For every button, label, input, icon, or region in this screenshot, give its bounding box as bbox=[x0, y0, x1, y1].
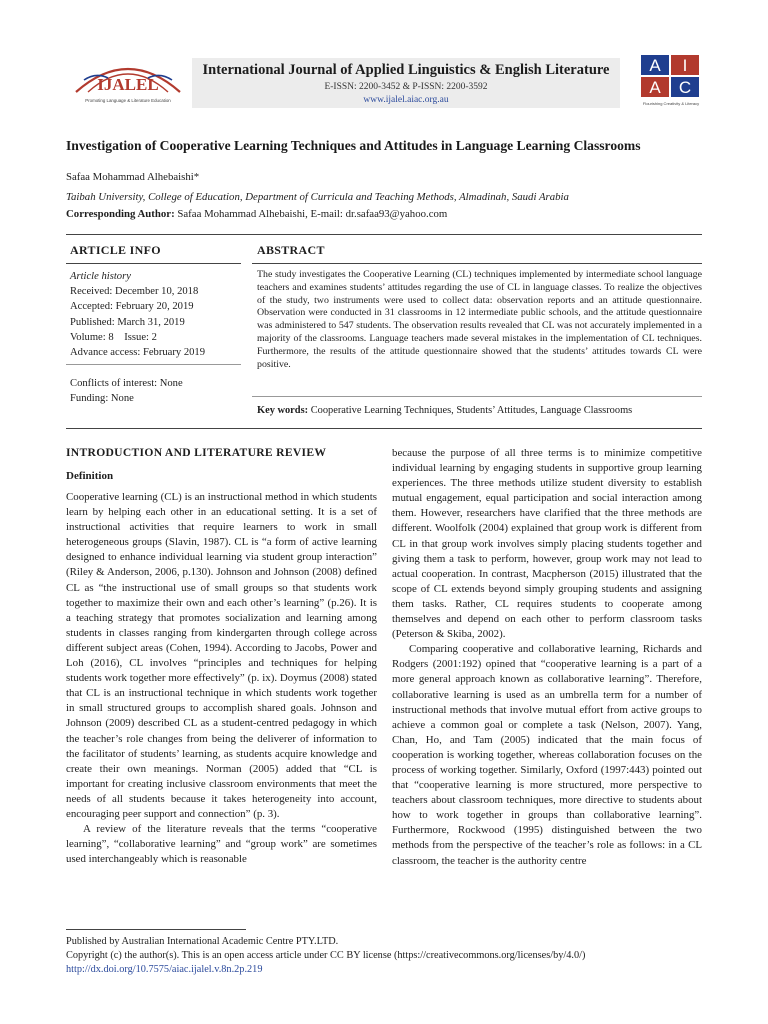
article-history-label: Article history bbox=[70, 271, 131, 282]
top-divider bbox=[66, 234, 702, 235]
keywords-label: Key words: bbox=[257, 405, 309, 416]
paragraph: A review of the literature reveals that the terms “cooperative learning”, “collaborative learning” and “group work” are sometimes used interchangeably which is reasonable bbox=[66, 823, 377, 866]
article-history bbox=[70, 269, 240, 360]
journal-issn: E-ISSN: 2200-3452 & P-ISSN: 2200-3592 bbox=[324, 82, 488, 92]
author-name: Safaa Mohammad Alhebaishi* bbox=[66, 171, 200, 183]
keywords-list: Cooperative Learning Techniques, Students’ Attitudes, Language Classrooms bbox=[308, 405, 633, 416]
volume-issue: Volume: 8 Issue: 2 bbox=[70, 331, 157, 343]
abstract-rule bbox=[252, 263, 702, 264]
abstract-keywords-rule bbox=[252, 396, 702, 397]
article-info-mid-rule bbox=[66, 364, 241, 365]
aiac-letter-4: C bbox=[678, 78, 692, 97]
advance-access: Advance access: February 2019 bbox=[70, 347, 206, 359]
aiac-letter-3: A bbox=[649, 78, 661, 97]
journal-header bbox=[66, 52, 702, 110]
aiac-letter-2: I bbox=[682, 56, 688, 75]
section-heading: INTRODUCTION AND LITERATURE REVIEW bbox=[66, 446, 327, 459]
copyright-line: Copyright (c) the author(s). This is an open access article under CC BY license (https://creativecommons.org/licenses/by/4.0/) bbox=[66, 950, 586, 962]
aiac-logo-tagline: Flourishing Creativity & Literacy bbox=[642, 101, 700, 106]
paragraph: Cooperative learning (CL) is an instructional method in which students learn by helping each other in an educational setting. It is a set of instructional activities that require learners to work in small heterogeneous groups (Slavin, 1987). CL is “a form of active learning designed to enhance individual learning via student group interaction” (Riley & Anderson, 2006, p.130). Johnson and Johnson (2008) defined CL as “the instructional use of small groups so that students work together to maximize their own and each other’s learning” (p.26). It is a teaching strategy that promotes socialization and learning among students in classes ranging from kindergarten through college across different subject areas (Cohen, 1994). According to Jacobs, Power and Loh (2016), CL involves “principles and techniques for helping students work together more effectively” (p. ix). Doymus (2008) stated that CL is an instructional technique in which students work together in small structured groups to accomplish shared goals. Johnson and Johnson (2009) described CL as a student-centred pedagogy in which the teacher’s role changes from being the deliverer of information to the facilitator of students’ learning, as students acquire knowledge and create their own meanings. Norman (2005) added that “CL is important for creating inclusive classroom environments that meet the needs of all students because it takes heterogeneity into account, encouraging peer support and connection” (p. 3). bbox=[66, 491, 377, 820]
publisher-line: Published by Australian International Academic Centre PTY.LTD. bbox=[66, 936, 339, 947]
conflicts-funding bbox=[70, 376, 240, 406]
doi-link[interactable]: http://dx.doi.org/10.7575/aiac.ijalel.v.8n.2p.219 bbox=[66, 964, 263, 976]
conflicts-of-interest: Conflicts of interest: None bbox=[70, 378, 183, 389]
page-footer bbox=[66, 935, 706, 978]
abstract-text: The study investigates the Cooperative Learning (CL) techniques implemented by intermediate school language teachers and examines students’ attitudes regarding the use of CL in language classes. To realize the objectives of the study, two instruments were used to collect data: observation reports and an attitude questionnaire. Observation were conducted in 31 classrooms in 12 intermediate public schools, and the attitude questionnaire was administered to 547 students. The observation results revealed that CL was not accurately implemented in a majority of the classrooms. Language teachers made several mistakes in the implementation of CL techniques. Furthermore, the results of the attitude questionnaire showed that the students’ attitudes towards CL were positive. bbox=[257, 269, 702, 370]
journal-url[interactable]: www.ijalel.aiac.org.au bbox=[363, 95, 449, 105]
keywords bbox=[257, 405, 702, 416]
article-info-rule bbox=[66, 263, 241, 264]
article-info-heading: ARTICLE INFO bbox=[70, 243, 161, 257]
paragraph: Comparing cooperative and collaborative learning, Richards and Rodgers (2001:192) opined that “cooperative learning is a part of a more general approach known as collaborative learning”. Therefore, collaborative learning is used as an umbrella term for a number of instructional methods that involve mutual effort from active groups to achieve a common goal or complete a task (Nelson, 2007). Yang, Chan, Ho, and Tam (2005) indicated that the main focus of cooperation is working together, whereas collaboration focuses on the process of working together. Similarly, Oxford (1997:443) pointed out that “cooperative learning is more structured, more perspective to teachers about classroom techniques, more directive to students about how to work together in groups than collaborative learning”. Furthermore, Rockwood (1995) distinguished between the two methods from the perspective of the teacher’s role as follows: in a CL classroom, the teacher is the authority centre bbox=[392, 643, 702, 867]
journal-info-band bbox=[192, 58, 620, 108]
corresponding-author-text: Safaa Mohammad Alhebaishi, E-mail: dr.safaa93@yahoo.com bbox=[174, 208, 448, 220]
body-column-right bbox=[392, 446, 702, 869]
published-date: Published: March 31, 2019 bbox=[70, 316, 185, 328]
ijalel-logo-tagline: Promoting Language & Literature Education bbox=[85, 98, 171, 103]
accepted-date: Accepted: February 20, 2019 bbox=[70, 301, 194, 313]
journal-title: International Journal of Applied Linguistics & English Literature bbox=[202, 62, 610, 78]
author-affiliation: Taibah University, College of Education, Department of Curricula and Teaching Methods, Almadinah, Saudi Arabia bbox=[66, 191, 569, 203]
funding: Funding: None bbox=[70, 393, 134, 404]
ijalel-logo bbox=[66, 52, 190, 110]
corresponding-author-label: Corresponding Author: bbox=[66, 208, 175, 220]
paragraph: because the purpose of all three terms is to minimize competitive individual learning by engaging students in supportive group learning experiences. The three methods utilize student diversity to establish mutual engagement, equal participation and social interaction among them. However, researchers have clarified that the three methods are different. Woolfolk (2004) explained that group work is different from CL in that group work involves simply placing students together and giving them a task to perform, however, group work may not lead to actual cooperation. In contrast, Macpherson (2015) illustrated that the scope of CL extends beyond simply grouping students and assigning them tasks. Rather, CL requires students to cooperate among themselves and depend on each other to perform classroom tasks (Peterson & Skiba, 2002). bbox=[392, 447, 702, 641]
paper-title: Investigation of Cooperative Learning Techniques and Attitudes in Language Learning Classrooms bbox=[66, 138, 641, 153]
body-column-left bbox=[66, 446, 377, 867]
footer-rule bbox=[66, 929, 246, 930]
body-divider bbox=[66, 428, 702, 429]
corresponding-author bbox=[66, 208, 447, 220]
aiac-letter-1: A bbox=[649, 56, 661, 75]
ijalel-logo-text: IJALEL bbox=[97, 75, 159, 94]
received-date: Received: December 10, 2018 bbox=[70, 286, 199, 298]
abstract-heading: ABSTRACT bbox=[257, 243, 325, 257]
aiac-logo bbox=[640, 54, 702, 108]
subsection-heading: Definition bbox=[66, 470, 114, 482]
